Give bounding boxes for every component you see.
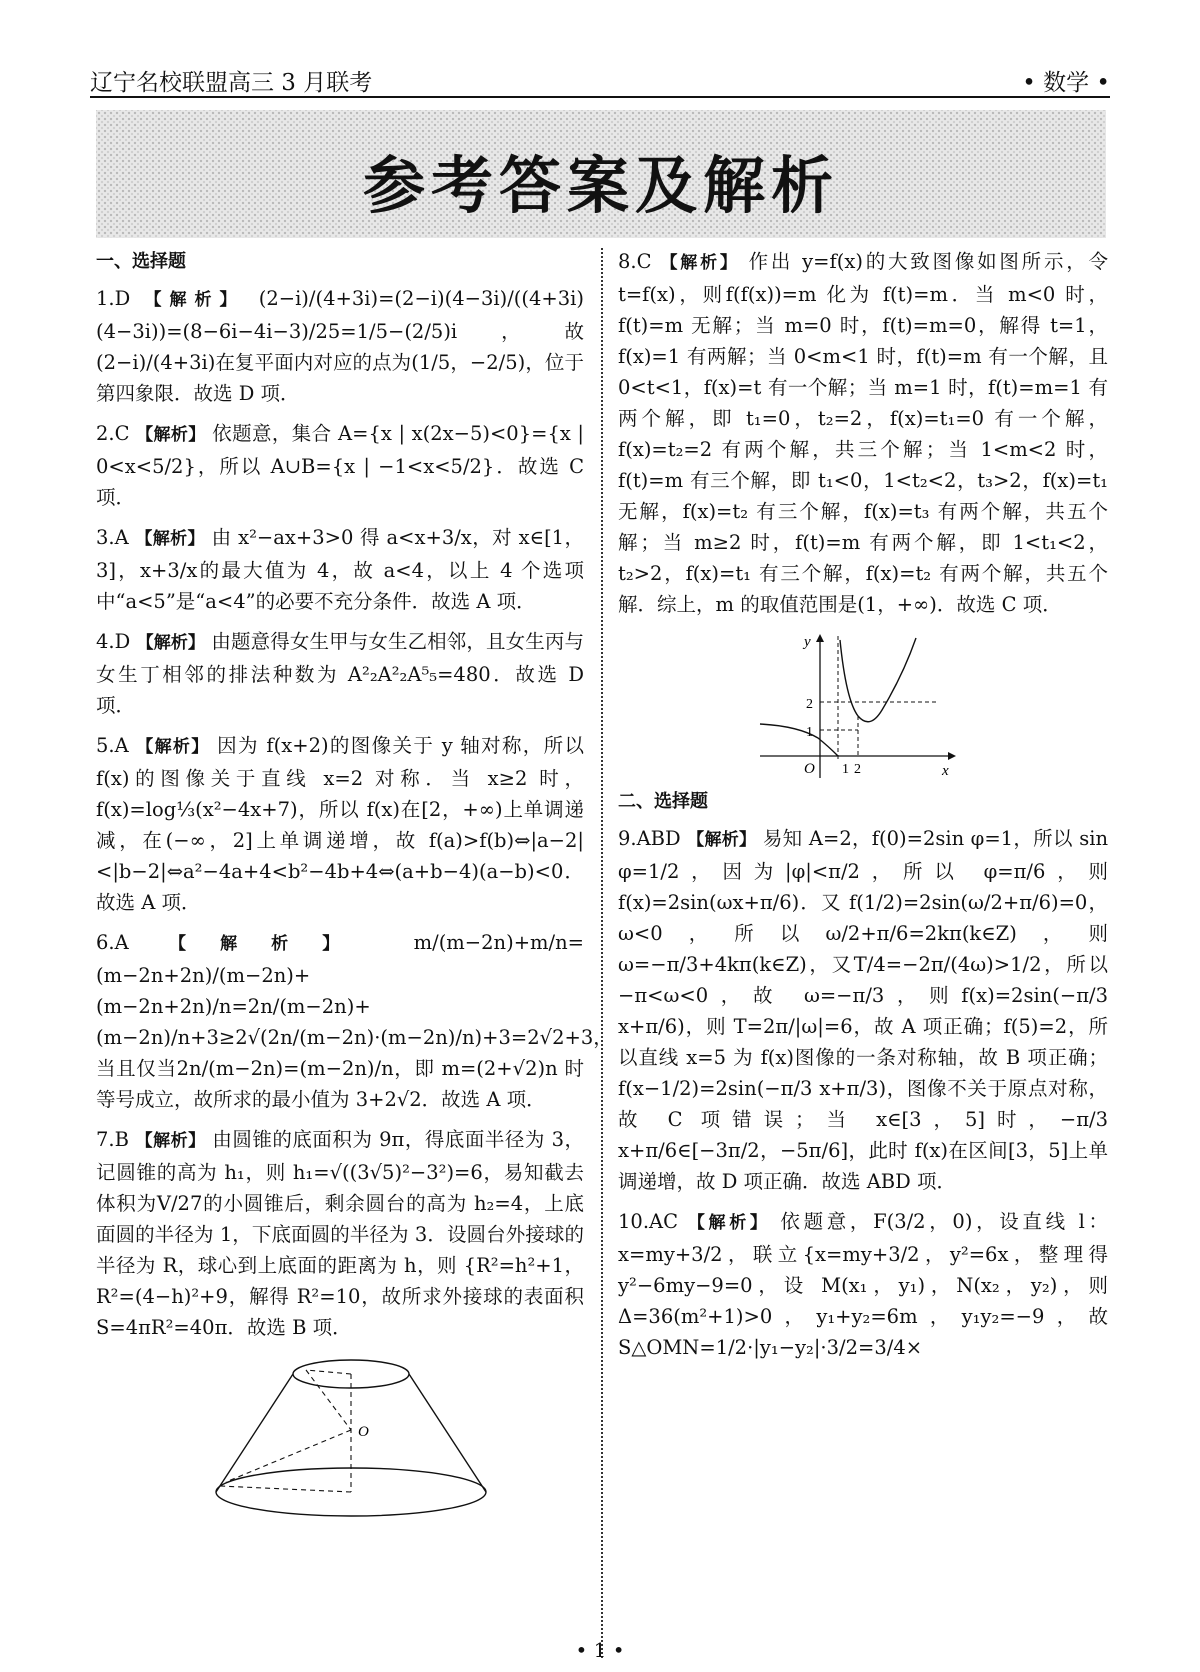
- curve-left-branch: [760, 724, 838, 756]
- x-axis-arrow: [948, 752, 956, 760]
- analysis-label: 【解析】: [168, 934, 374, 954]
- x-tick-1: 1: [842, 762, 849, 777]
- answer-text: 由圆锥的底面积为 9π，得底面半径为 3，记圆锥的高为 h₁，则 h₁=√((3√5)²−3²)=6，易知截去体积为V/27的小圆锥后，剩余圆台的高为 h₂=4，上底面圆的半径为 1，下底面圆的半径为 3．设圆台外接球的半径为 R，球心到上底面的距离为 h，则 {R²=h²+1，R²=(4−h)²+9，解得 R²=10，故所求外接球的表面积 S=4πR²=40π．故选 B 项．: [96, 1128, 585, 1339]
- y-axis-arrow: [816, 634, 824, 642]
- answer-item-6: [96, 927, 613, 1115]
- right-column: [618, 246, 1108, 1372]
- answer-text: (2−i)/(4+3i)=(2−i)(4−3i)/((4+3i)(4−3i))=(8−6i−4i−3)/25=1/5−(2/5)i，故(2−i)/(4+3i)在复平面内对应的点为(1/5，−2/5)，位于第四象限．故选 D 项．: [96, 287, 585, 405]
- answer-text: 由题意得女生甲与女生乙相邻，且女生丙与女生丁相邻的排法种数为 A²₂A²₂A⁵₅=480．故选 D 项．: [96, 630, 585, 717]
- y-tick-2: 2: [806, 697, 813, 712]
- header-exam-name: 辽宁名校联盟高三 3 月联考: [90, 70, 373, 96]
- answer-number: 8.C: [618, 250, 652, 273]
- column-divider: [601, 248, 603, 1658]
- left-column: [96, 246, 613, 1522]
- answer-number: 9.ABD: [618, 827, 681, 850]
- answer-number: 10.AC: [618, 1210, 679, 1233]
- answer-item-2: [96, 418, 584, 513]
- curve-right-branch: [840, 638, 916, 722]
- answer-item-10: [618, 1206, 1108, 1363]
- analysis-label: 【解析】: [687, 830, 757, 850]
- frustum-top-radius: [306, 1370, 351, 1374]
- frustum-right-edge: [409, 1374, 486, 1492]
- answer-text: 作出 y=f(x)的大致图像如图所示，令 t=f(x)，则f(f(x))=m 化为 f(t)=m．当 m<0 时，f(t)=m 无解；当 m=0 时，f(t)=m=0，解得 t=1，f(x)=1 有两解；当 0<m<1 时，f(t)=m 有一个解，且 0<t<1，f(x)=t 有一个解；当 m=1 时，f(t)=m=1 有两个解，即 t₁=0，t₂=2，f(x)=t₁=0 有一个解，f(x)=t₂=2 有两个解，共三个解；当 1<m<2 时，f(t)=m 有三个解，即 t₁<0，1<t₂<2，t₃>2，f(x)=t₁ 无解，f(x)=t₂ 有三个解，f(x)=t₃ 有两个解，共五个解；当 m≥2 时，f(t)=m 有两个解，即 1<t₁<2，t₂>2，f(x)=t₁ 有三个解，f(x)=t₂ 有两个解，共五个解．综上，m 的取值范围是(1，+∞)．故选 C 项．: [618, 250, 1109, 616]
- answer-number: 1.D: [96, 287, 131, 310]
- answer-text: 由 x²−ax+3>0 得 a<x+3/x，对 x∈[1，3]，x+3/x的最大值为 4，故 a<4，以上 4 个选项中“a<5”是“a<4”的必要不充分条件．故选 A 项．: [96, 526, 585, 613]
- answer-item-7: [96, 1124, 584, 1343]
- origin-label: O: [804, 761, 815, 777]
- analysis-label: 【解析】: [660, 253, 740, 273]
- answer-number: 6.A: [96, 931, 129, 954]
- page-title: 参考答案及解析: [362, 149, 839, 222]
- header-subject: • 数学 •: [1022, 70, 1110, 96]
- y-tick-1: 1: [806, 725, 813, 740]
- answer-item-4: [96, 626, 584, 721]
- title-banner: [96, 110, 1106, 238]
- analysis-label: 【解析】: [135, 1131, 206, 1151]
- section-title-multi: 二、选择题: [618, 791, 708, 812]
- analysis-label: 【解析】: [144, 290, 245, 310]
- analysis-label: 【解析】: [687, 1213, 771, 1233]
- frustum-figure: [206, 1352, 496, 1522]
- answer-item-3: [96, 522, 584, 617]
- answer-text: 依题意，F(3/2，0)，设直线 l：x=my+3/2，联立{x=my+3/2，y²=6x，整理得 y²−6my−9=0，设 M(x₁，y₁)，N(x₂，y₂)，则 Δ=36(m²+1)>0，y₁+y₂=6m，y₁y₂=−9，故 S△OMN=1/2·|y₁−y₂|·3/2=3/4×: [618, 1210, 1109, 1359]
- page-number: • 1 •: [575, 1638, 625, 1662]
- analysis-label: 【解析】: [136, 737, 210, 757]
- answer-number: 5.A: [96, 734, 129, 757]
- answer-item-8: [618, 246, 1108, 620]
- answer-item-5: [96, 730, 584, 918]
- answer-text: 依题意，集合 A={x | x(2x−5)<0}={x | 0<x<5/2}，所以 A∪B={x | −1<x<5/2}．故选 C 项．: [96, 422, 584, 509]
- sphere-radius-top: [306, 1370, 351, 1430]
- answer-item-9: [618, 823, 1108, 1197]
- analysis-label: 【解析】: [136, 633, 206, 653]
- answer-text: m/(m−2n)+m/n=(m−2n+2n)/(m−2n)+(m−2n+2n)/n=2n/(m−2n)+(m−2n)/n+3≥2√(2n/(m−2n)·(m−2n)/n)+3=2√2+3，当且仅当2n/(m−2n)=(m−2n)/n，即 m=(2+√2)n 时等号成立，故所求的最小值为 3+2√2．故选 A 项．: [96, 931, 613, 1111]
- answer-number: 2.C: [96, 422, 130, 445]
- answer-item-1: [96, 283, 584, 409]
- analysis-label: 【解析】: [136, 425, 206, 445]
- y-axis-label: y: [804, 634, 811, 650]
- frustum-left-edge: [216, 1374, 293, 1492]
- section-title-choice: 一、选择题: [96, 251, 186, 272]
- function-graph: [758, 630, 958, 780]
- x-axis-label: x: [942, 763, 949, 779]
- answer-number: 7.B: [96, 1128, 129, 1151]
- answer-text: 易知 A=2，f(0)=2sin φ=1，所以 sin φ=1/2，因为|φ|<π/2，所以 φ=π/6，则 f(x)=2sin(ωx+π/6)．又 f(1/2)=2sin(ω/2+π/6)=0，ω<0，所以ω/2+π/6=2kπ(k∈Z)，则 ω=−π/3+4kπ(k∈Z)，又T/4=−2π/(4ω)>1/2，所以−π<ω<0，故 ω=−π/3，则f(x)=2sin(−π/3 x+π/6)，则 T=2π/|ω|=6，故 A 项正确；f(5)=2，所以直线 x=5 为 f(x)图像的一条对称轴，故 B 项正确；f(x−1/2)=2sin(−π/3 x+π/3)，图像不关于原点对称，故 C 项错误；当 x∈[3，5]时，−π/3 x+π/6∈[−3π/2，−5π/6]，此时 f(x)在区间[3，5]上单调递增，故 D 项正确．故选 ABD 项．: [618, 827, 1109, 1193]
- answer-text: 因为 f(x+2)的图像关于 y 轴对称，所以 f(x)的图像关于直线 x=2 对称．当 x≥2 时，f(x)=log⅓(x²−4x+7)，所以 f(x)在[2，+∞)上单调递减，在(−∞，2]上单调递增，故 f(a)>f(b)⇔|a−2|<|b−2|⇔a²−4a+4<b²−4b+4⇔(a+b−4)(a−b)<0．故选 A 项．: [96, 734, 584, 914]
- sphere-radius-bottom: [226, 1430, 351, 1482]
- frustum-bottom-radius: [220, 1486, 351, 1492]
- analysis-label: 【解析】: [135, 529, 205, 549]
- page-header: [90, 62, 1110, 98]
- x-tick-2: 2: [854, 762, 861, 777]
- answer-number: 3.A: [96, 526, 129, 549]
- sphere-center-label: O: [358, 1424, 369, 1440]
- answer-number: 4.D: [96, 630, 131, 653]
